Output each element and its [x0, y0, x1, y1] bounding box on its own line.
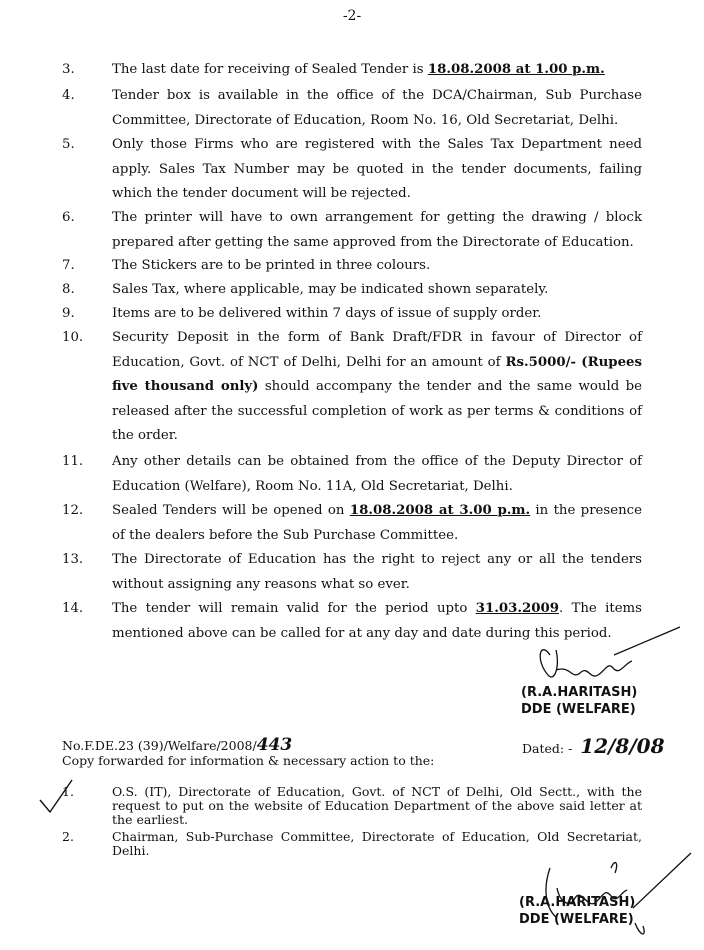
condition-item	[62, 206, 642, 255]
emphasis-text: 18.08.2008 at 1.00 p.m.	[427, 62, 605, 77]
condition-text	[112, 548, 642, 597]
condition-number: 10.	[62, 330, 84, 345]
text-run: Security Deposit in the form of Bank Draft/FDR in favour of Director of Education, Govt. of NCT of Delhi, Delhi for an amount of	[112, 330, 642, 370]
copy-item-number: 1.	[62, 784, 74, 799]
condition-item	[62, 133, 642, 207]
condition-number: 8.	[62, 282, 75, 297]
condition-number: 3.	[62, 62, 75, 77]
text-run: should accompany the tender and the same would be released after the successful completion of work as per terms & conditions of the order.	[112, 379, 642, 443]
condition-number: 4.	[62, 88, 75, 103]
dated-label: Dated: -	[522, 741, 573, 756]
reference-number-handwritten: 443	[256, 735, 293, 755]
signatory-name: (R.A.HARITASH)	[521, 685, 638, 700]
text-run: The printer will have to own arrangement for getting the drawing / block prepared after getting the same approved from the Directorate of Education.	[112, 210, 642, 250]
text-run: Sales Tax, where applicable, may be indicated shown separately.	[112, 282, 549, 297]
emphasis-text: Rs.5000/- (Rupees five thousand only)	[112, 354, 642, 394]
signatory-designation: DDE (WELFARE)	[519, 912, 634, 927]
condition-item	[62, 254, 642, 279]
condition-item	[62, 302, 642, 327]
dated-handwritten: 12/8/08	[580, 734, 665, 758]
copy-item-number: 2.	[62, 829, 74, 844]
text-run: Tender box is available in the office of the DCA/Chairman, Sub Purchase Committee, Directorate of Education, Room No. 16, Old Secretariat, Delhi.	[112, 88, 642, 128]
text-run: The last date for receiving of Sealed Tender is	[112, 62, 428, 77]
condition-number: 11.	[62, 454, 84, 469]
signatory-name: (R.A.HARITASH)	[519, 895, 636, 910]
condition-number: 7.	[62, 258, 75, 273]
text-run: Sealed Tenders will be opened on	[112, 503, 350, 518]
condition-text	[112, 450, 642, 499]
condition-number: 5.	[62, 137, 75, 152]
condition-item	[62, 326, 642, 449]
condition-number: 13.	[62, 552, 84, 567]
copy-item-text: O.S. (IT), Directorate of Education, Govt. of NCT of Delhi, Old Sectt., with the request to put on the website of Education Department of the above said letter at the earliest.	[112, 784, 642, 827]
condition-item	[62, 84, 642, 133]
text-run: Only those Firms who are registered with the Sales Tax Department need apply. Sales Tax Number may be quoted in the tender documents, failing which the tender document will be rejected.	[112, 137, 642, 201]
condition-number: 14.	[62, 601, 84, 616]
copy-item-1	[62, 785, 642, 827]
page-number: -2-	[342, 8, 362, 24]
condition-text	[112, 254, 642, 279]
condition-text	[112, 133, 642, 207]
text-run: Any other details can be obtained from the office of the Deputy Director of Education (Welfare), Room No. 11A, Old Secretariat, Delhi.	[112, 454, 642, 494]
condition-text	[112, 84, 642, 133]
condition-number: 12.	[62, 503, 84, 518]
signature-block-1	[521, 684, 637, 718]
condition-number: 9.	[62, 306, 75, 321]
condition-item	[62, 548, 642, 597]
text-run: . The items mentioned above can be called for at any day and date during this period.	[112, 601, 642, 641]
condition-text	[112, 278, 642, 303]
condition-number: 6.	[62, 210, 75, 225]
copy-forwarded-line: Copy forwarded for information & necessary action to the:	[62, 753, 435, 768]
condition-text	[112, 326, 642, 449]
condition-item	[62, 278, 642, 303]
condition-text	[112, 58, 642, 83]
condition-item	[62, 499, 642, 548]
emphasis-text: 31.03.2009	[475, 601, 559, 616]
text-run: The Directorate of Education has the right to reject any or all the tenders without assigning any reasons what so ever.	[112, 552, 642, 592]
text-run: The tender will remain valid for the period upto	[112, 601, 476, 616]
condition-text	[112, 302, 642, 327]
text-run: in the presence of the dealers before the Sub Purchase Committee.	[112, 503, 642, 543]
reference-number	[62, 737, 292, 754]
signatory-designation: DDE (WELFARE)	[521, 702, 636, 717]
condition-item	[62, 450, 642, 499]
condition-item	[62, 58, 642, 83]
condition-text	[112, 499, 642, 548]
reference-number-text: No.F.DE.23 (39)/Welfare/2008/	[62, 738, 257, 753]
condition-text	[112, 206, 642, 255]
text-run: Items are to be delivered within 7 days of issue of supply order.	[112, 306, 542, 321]
text-run: The Stickers are to be printed in three colours.	[112, 258, 431, 273]
signature-block-2	[519, 894, 635, 928]
emphasis-text: 18.08.2008 at 3.00 p.m.	[349, 503, 531, 518]
copy-item-text: Chairman, Sub-Purchase Committee, Directorate of Education, Old Secretariat, Delhi.	[112, 829, 642, 858]
dated-line	[522, 734, 665, 758]
